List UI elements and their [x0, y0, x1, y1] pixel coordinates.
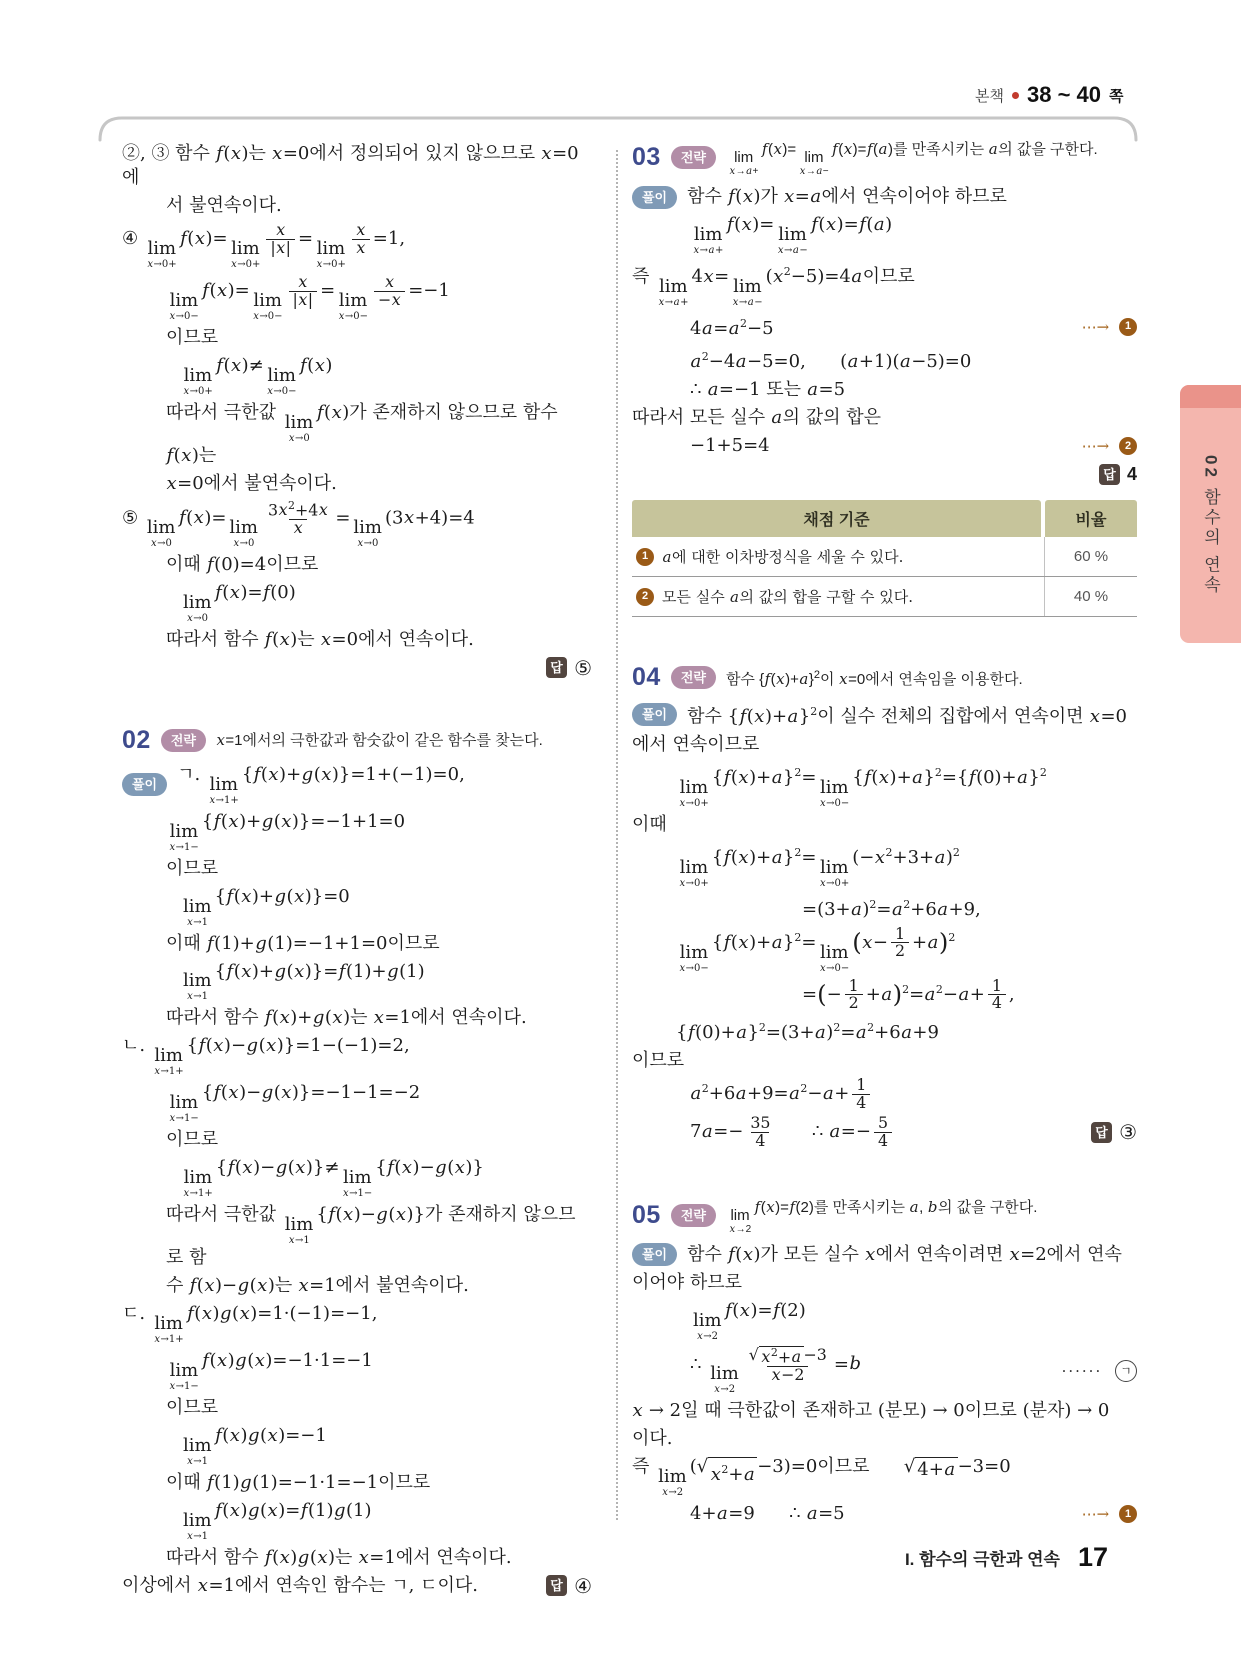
solution-line: [632, 213, 1137, 256]
line-content: 함수 $\{f(x)+a\}^2$이 실수 전체의 집합에서 연속이면 x=0: [687, 705, 1127, 728]
strategy-text: lim x→2 f(x)=f(2)를 만족시키는 a, b의 값을 구한다.: [729, 1197, 1038, 1235]
chapter-title: 함수의 연속: [1201, 488, 1220, 596]
line-content: 따라서 극한값 lim x→1 {f(x)−g(x)}가 존재하지 않으므로 함: [166, 1204, 576, 1268]
strategy-text: lim x→a+ f(x)= lim x→a− f(x)=f(a)를 만족시키는 a의 값을 구한다.: [729, 140, 1098, 178]
line-content: 함수 f(x)가 모든 실수 x에서 연속이려면 x=2에서 연속: [687, 1243, 1122, 1265]
problem-header: [632, 663, 1137, 692]
line-content: lim x→1 f(x)g(x)=f(1)g(1): [183, 1499, 372, 1542]
line-content: 이때 f(1)+g(1)=−1+1=0이므로: [166, 932, 440, 954]
solution-line: [122, 763, 592, 806]
chapter-tab-accent: [1180, 385, 1241, 408]
solution-line: [632, 1399, 1137, 1423]
solution-line: [122, 1203, 592, 1270]
strategy-badge: 전략: [671, 146, 716, 169]
line-content: x=0에서 불연속이다.: [166, 472, 337, 494]
solution-line: [122, 656, 592, 680]
solution-line: [632, 406, 1137, 430]
line-content: lim x→0 f(x)=f(0): [183, 581, 296, 624]
line-content: 따라서 함수 f(x)는 x=0에서 연속이다.: [166, 628, 474, 650]
solution-line: [632, 378, 1137, 402]
solution-line: [122, 810, 592, 853]
ratio-cell: 40 %: [1044, 577, 1137, 616]
solution-line: [122, 222, 592, 270]
answer-marker: [528, 656, 592, 680]
page-footer: [0, 1542, 1108, 1573]
left-column: [122, 138, 592, 1602]
line-content: ㄷ. lim x→1+ f(x)g(x)=1·(−1)=−1,: [122, 1302, 378, 1345]
line-content: 이때: [632, 813, 667, 835]
solution-line: [122, 274, 592, 322]
answer-value: ④: [574, 1573, 592, 1598]
column-divider: [616, 150, 618, 1520]
solution-line: [122, 401, 592, 468]
step-marker: ⋯→ 2: [1068, 434, 1137, 458]
solution-line: [632, 1271, 1137, 1295]
strategy-text: x=1에서의 극한값과 함숫값이 같은 함수를 찾는다.: [216, 730, 543, 749]
solution-line: [632, 1455, 1137, 1498]
problem-number: 02: [122, 725, 151, 754]
line-content: 이때 f(0)=4이므로: [166, 553, 319, 575]
chapter-tab-label: [1180, 408, 1241, 643]
line-content: 에서 연속이므로: [632, 734, 760, 756]
chapter-number: 02: [1201, 455, 1221, 481]
strategy-badge: 전략: [671, 666, 716, 689]
problem-block: [632, 663, 1137, 1150]
line-content: lim x→0+ f(x)≠ lim x→0− f(x): [183, 355, 333, 397]
problem-header: [632, 138, 1137, 177]
answer-marker: [1081, 462, 1137, 486]
score-table-header: [632, 500, 1137, 537]
line-content: ②, ③ 함수 f(x)는 x=0에서 정의되어 있지 않으므로 x=0에: [122, 143, 579, 188]
solution-line: [122, 1349, 592, 1392]
solution-line: [122, 1302, 592, 1345]
solution-line: [122, 1424, 592, 1467]
line-content: lim x→0− f(x)= lim x→0− $\frac{x}{|x|}$ = lim x→0− $\frac{x}{-x}$ =−1: [169, 272, 450, 323]
criteria-text: a에 대한 이차방정식을 세울 수 있다.: [662, 548, 904, 567]
solution-line: [122, 581, 592, 624]
solution-line: [122, 1574, 592, 1598]
line-content: ㄴ. lim x→1+ {f(x)−g(x)}=1−(−1)=2,: [122, 1035, 410, 1078]
line-content: lim x→1 f(x)g(x)=−1: [183, 1424, 327, 1467]
solution-line: [122, 1156, 592, 1199]
step-number-icon: 2: [1119, 437, 1137, 455]
criteria-cell: [632, 537, 1044, 576]
solution-line: [632, 1427, 1137, 1451]
step-number-icon: 1: [1119, 318, 1137, 336]
line-content: 따라서 함수 f(x)g(x)는 x=1에서 연속이다.: [166, 1546, 512, 1568]
solution-line: [632, 893, 1137, 922]
line-content: 함수 f(x)가 x=a에서 연속이어야 하므로: [687, 186, 1007, 208]
answer-marker: [528, 1574, 592, 1598]
solution-badge: 풀이: [632, 1243, 677, 1266]
solution-line: [632, 260, 1137, 308]
line-content: 수 f(x)−g(x)는 x=1에서 불연속이다.: [166, 1274, 469, 1296]
circled-reference-icon: ㄱ: [1115, 1360, 1137, 1382]
solution-line: [122, 1128, 592, 1152]
step-number-icon: 2: [636, 588, 654, 606]
solution-line: [632, 462, 1137, 486]
line-content: lim x→1 {f(x)+g(x)}=0: [183, 885, 350, 928]
solution-badge: 풀이: [632, 186, 677, 209]
step-number-icon: 1: [1119, 1505, 1137, 1523]
criteria-text: 모든 실수 a의 값의 합을 구할 수 있다.: [662, 588, 913, 607]
solution-line: [122, 500, 592, 549]
strategy-text: 함수 $\{f(x)+a\}^2$이 x=0에서 연속임을 이용한다.: [725, 669, 1023, 689]
line-content: $=(3+a)^2=a^2+6a+9$,: [802, 897, 981, 920]
solution-line: [122, 354, 592, 397]
line-content: 서 불연속이다.: [166, 195, 282, 216]
solution-line: [122, 1034, 592, 1077]
line-content: 이상에서 x=1에서 연속인 함수는 ㄱ, ㄷ이다.: [122, 1574, 478, 1596]
solution-line: [122, 553, 592, 577]
solution-line: [122, 1396, 592, 1420]
solution-line: [122, 1081, 592, 1124]
line-content: 7a=− $\frac{35}{4}$ ∴ a=− $\frac{5}{4}$: [690, 1115, 895, 1149]
step-marker: ⋯→ 1: [1068, 315, 1137, 339]
line-content: lim x→0+ $\{f(x)+a\}^2=$ lim x→0− $\{f(x)+a\}^2=\{f(0)+a\}^2$: [679, 766, 1047, 809]
ratio-cell: 60 %: [1044, 537, 1137, 576]
problem-block: [632, 1196, 1137, 1527]
problem-header: [122, 726, 592, 755]
problem-header: [632, 1196, 1137, 1235]
line-content: =(− $\frac{1}{2}$ $+a)^2=a^2-a+$ $\frac{1}{4}$ ,: [802, 975, 1015, 1013]
solution-line: [632, 1049, 1137, 1073]
step-number-icon: 1: [636, 548, 654, 566]
solution-line: [632, 1502, 1137, 1526]
reference-pages: 38 ~ 40: [1026, 82, 1101, 107]
line-content: lim x→1 {f(x)+g(x)}=f(1)+g(1): [183, 960, 425, 1003]
line-content: ∴ lim x→2 √ $x^2+a$ −3 x−2 =b: [690, 1344, 861, 1396]
solution-line: [122, 885, 592, 928]
solution-line: [122, 628, 592, 652]
line-content: −1+5=4: [690, 435, 770, 457]
solution-badge: 풀이: [122, 773, 167, 796]
book-label: 본책: [975, 87, 1004, 105]
line-content: $\{f(0)+a\}^2=(3+a)^2=a^2+6a+9$: [676, 1021, 939, 1044]
solution-line: [122, 1471, 592, 1495]
score-table-row: [632, 537, 1137, 577]
step-marker: ⋯→ 1: [1068, 1502, 1137, 1526]
line-content: lim x→2 f(x)=f(2): [693, 1299, 806, 1342]
problem-number: 03: [632, 143, 661, 172]
solution-line: [122, 1006, 592, 1030]
solution-line: [632, 1299, 1137, 1342]
line-content: 따라서 함수 f(x)+g(x)는 x=1에서 연속이다.: [166, 1007, 527, 1029]
line-content: ④ lim x→0+ f(x)= lim x→0+ $\frac{x}{|x|}$ = lim x→0+ $\frac{x}{x}$ =1,: [122, 220, 406, 271]
strategy-badge: 전략: [671, 1204, 716, 1227]
solution-line: [122, 960, 592, 1003]
criteria-cell: [632, 577, 1044, 616]
line-content: 따라서 모든 실수 a의 값의 합은: [632, 407, 882, 429]
solution-line: [632, 733, 1137, 757]
solution-line: [632, 813, 1137, 837]
answer-badge: 답: [1091, 1122, 1112, 1143]
line-content: 이므로: [632, 1050, 685, 1072]
line-content: 따라서 극한값 lim x→0 f(x)가 존재하지 않으므로 함수 f(x)는: [166, 401, 564, 466]
line-content: 이때 f(1)g(1)=−1·1=−1이므로: [166, 1471, 431, 1493]
line-content: $a^2+6a+9=a^2-a+$ $\frac{1}{4}$: [690, 1077, 873, 1111]
score-table-row: [632, 577, 1137, 617]
line-content: ∴ a=−1 또는 a=5: [690, 379, 846, 401]
line-content: $4a=a^2-5$: [690, 317, 774, 340]
solution-line: [122, 142, 592, 190]
line-content: x → 2일 때 극한값이 존재하고 (분모) → 0이므로 (분자) → 0: [632, 1400, 1110, 1422]
answer-value: 4: [1126, 464, 1137, 485]
line-content: lim x→0− $\{f(x)+a\}^2=$ lim x→0− (x− $\frac{1}{2}$ +a)$^2$: [679, 923, 956, 974]
solution-line: [122, 857, 592, 881]
solution-line: [632, 1077, 1137, 1111]
answer-badge: 답: [546, 657, 567, 678]
answer-value: ③: [1119, 1120, 1137, 1145]
solution-line: [632, 1016, 1137, 1045]
solution-line: [632, 761, 1137, 809]
solution-line: [122, 194, 592, 218]
answer-value: ⑤: [574, 655, 592, 680]
solution-badge: 풀이: [632, 703, 677, 726]
line-content: lim x→a+ f(x)= lim x→a− f(x)=f(a): [693, 214, 893, 257]
solution-line: [122, 472, 592, 496]
problem-number: 04: [632, 663, 661, 692]
chapter-tab: [1180, 385, 1241, 643]
solution-line: [122, 932, 592, 956]
line-content: lim x→1− {f(x)+g(x)}=−1+1=0: [169, 810, 406, 853]
answer-badge: 답: [1099, 464, 1120, 485]
solution-line: [632, 1115, 1137, 1149]
line-content: 이므로: [166, 1129, 219, 1151]
solution-line: [632, 923, 1137, 974]
line-content: lim x→1− f(x)g(x)=−1·1=−1: [169, 1349, 373, 1392]
solution-line: [122, 326, 592, 350]
solution-line: [632, 841, 1137, 889]
line-content: 이어야 하므로: [632, 1271, 743, 1293]
problem-number: 05: [632, 1200, 661, 1229]
criteria-header: 채점 기준: [632, 500, 1041, 537]
score-table: [632, 500, 1137, 617]
solution-line: [632, 700, 1137, 729]
line-content: 4+a=9 ∴ a=5: [690, 1503, 845, 1525]
footer-page-number: 17: [1077, 1542, 1108, 1572]
solution-continuation: [122, 142, 592, 680]
ratio-header: 비율: [1045, 500, 1137, 537]
problem-block: [122, 726, 592, 1598]
reference-marker: ······ ㄱ: [1048, 1359, 1137, 1383]
solution-line: [632, 185, 1137, 209]
problem-block: [632, 138, 1137, 617]
line-content: 즉 lim x→2 ( √ $x^2+a$ −3)=0이므로 √ 4+a −3=0: [632, 1456, 1011, 1499]
line-content: 이므로: [166, 1396, 219, 1418]
line-content: $a^2-4a-5=0$, (a+1)(a−5)=0: [690, 350, 972, 373]
strategy-badge: 전략: [161, 729, 206, 752]
line-content: 이므로: [166, 857, 219, 879]
line-content: 즉 lim x→a+ 4x= lim x→a− $(x^2-5)=4a$이므로: [632, 265, 915, 309]
solution-line: [122, 1274, 592, 1298]
line-content: ⑤ lim x→0 f(x)= lim x→0 $\frac{3x^2+4x}{x}$ = lim x→0 (3x+4)=4: [122, 498, 475, 549]
solution-line: [632, 975, 1137, 1013]
right-column: [632, 138, 1137, 1530]
line-content: 이다.: [632, 1428, 673, 1450]
footer-chapter: I. 함수의 극한과 연속: [904, 1550, 1060, 1569]
solution-line: [632, 1346, 1137, 1396]
line-content: lim x→1− {f(x)−g(x)}=−1−1=−2: [169, 1082, 421, 1125]
solution-line: [632, 345, 1137, 374]
answer-badge: 답: [546, 1575, 567, 1596]
answer-marker: [1073, 1120, 1137, 1144]
solution-line: [632, 312, 1137, 341]
line-content: ㄱ. lim x→1+ {f(x)+g(x)}=1+(−1)=0,: [177, 763, 465, 806]
page-suffix: 쪽: [1109, 87, 1124, 105]
solution-line: [122, 1499, 592, 1542]
line-content: 이므로: [166, 327, 219, 349]
solution-line: [632, 1243, 1137, 1267]
line-content: lim x→1+ {f(x)−g(x)}≠ lim x→1− {f(x)−g(x)}: [183, 1157, 484, 1200]
line-content: lim x→0+ $\{f(x)+a\}^2=$ lim x→0+ $(-x^2+3+a)^2$: [679, 845, 960, 889]
solution-line: [632, 434, 1137, 458]
